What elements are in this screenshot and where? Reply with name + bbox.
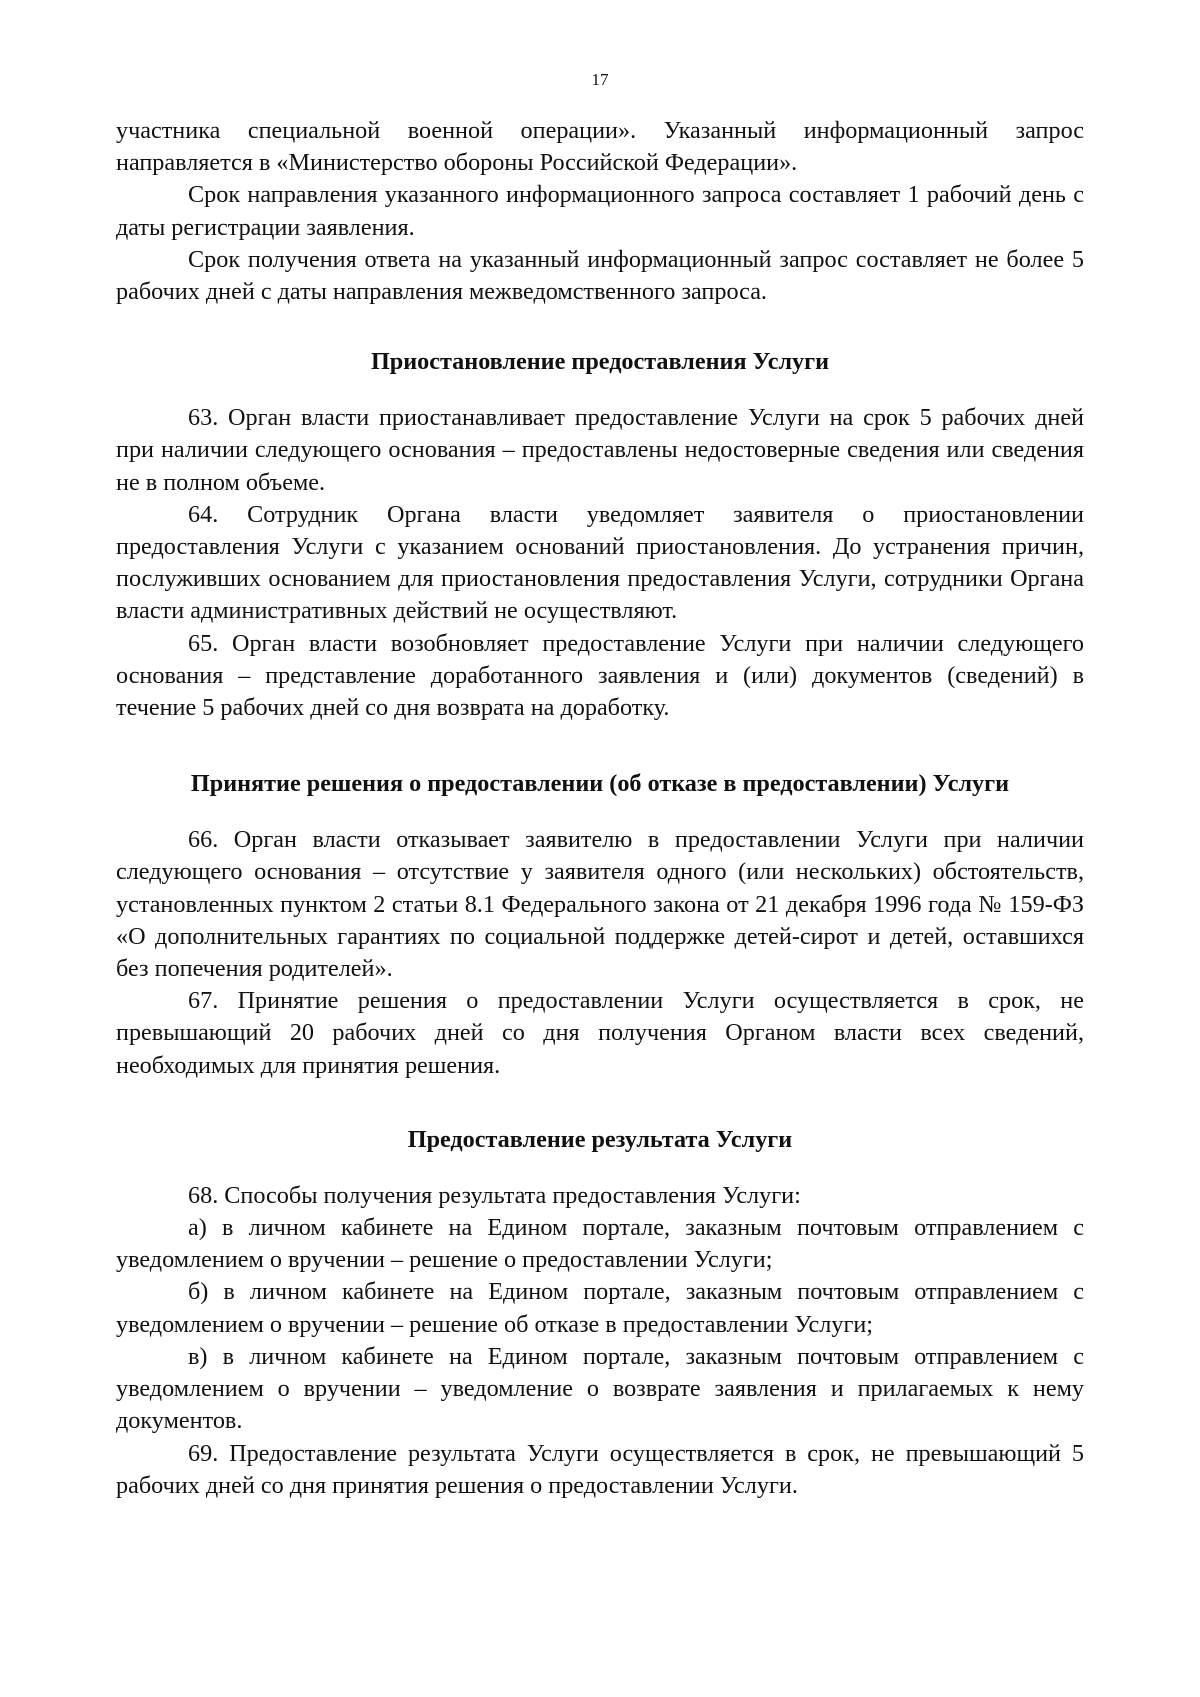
paragraph-65: 65. Орган власти возобновляет предоставление Услуги при наличии следующего основания – представление доработанного заявления и (или) документов (сведений) в течение 5 рабочих дней со дня возврата на доработку. <box>116 629 1084 722</box>
paragraph-67: 67. Принятие решения о предоставлении Услуги осуществляется в срок, не превышающий 20 рабочих дней со дня получения Органом власти всех сведений, необходимых для принятия решения. <box>116 987 1084 1079</box>
section-heading-result: Предоставление результата Услуги <box>407 1125 793 1153</box>
paragraph-info-request: участника специальной военной операции». Указанный информационный запрос направляется в «Министерство обороны Российской Федерации». <box>116 117 1084 177</box>
section-heading-decision: Принятие решения о предоставлении (об отказе в предоставлении) Услуги <box>190 770 1010 798</box>
section-heading-suspension: Приостановление предоставления Услуги <box>370 348 830 376</box>
paragraph-64: 64. Сотрудник Органа власти уведомляет заявителя о приостановлении предоставления Услуги с указанием оснований приостановления. До устранения причин, послуживших основанием для приостановления предоставления Услуги, сотрудники Органа власти административных действий не осуществляют. <box>116 500 1084 625</box>
page-number: 17 <box>591 70 609 89</box>
paragraph-63: 63. Орган власти приостанавливает предоставление Услуги на срок 5 рабочих дней при наличии следующего основания – предоставлены недостоверные сведения или сведения не в полном объеме. <box>116 404 1084 496</box>
paragraph-response-deadline: Срок получения ответа на указанный информационный запрос составляет не более 5 рабочих дней с даты направления межведомственного запроса. <box>116 245 1084 306</box>
document-body <box>116 115 1084 1502</box>
paragraph-68a: а) в личном кабинете на Едином портале, заказным почтовым отправлением с уведомлением о вручении – решение о предоставлении Услуги; <box>116 1214 1084 1274</box>
paragraph-68: 68. Способы получения результата предоставления Услуги: <box>188 1181 801 1209</box>
paragraph-68c: в) в личном кабинете на Едином портале, заказным почтовым отправлением с уведомлением о вручении – уведомление о возврате заявления и прилагаемых к нему документов. <box>116 1342 1084 1435</box>
paragraph-request-deadline: Срок направления указанного информационного запроса составляет 1 рабочий день с даты регистрации заявления. <box>116 181 1084 241</box>
paragraph-66: 66. Орган власти отказывает заявителю в предоставлении Услуги при наличии следующего основания – отсутствие у заявителя одного (или нескольких) обстоятельств, установленных пунктом 2 статьи 8.1 Федерального закона от 21 декабря 1996 года № 159-ФЗ «О дополнительных гарантиях по социальной поддержке детей-сирот и детей, оставшихся без попечения родителей». <box>116 826 1084 983</box>
paragraph-69: 69. Предоставление результата Услуги осуществляется в срок, не превышающий 5 рабочих дней со дня принятия решения о предоставлении Услуги. <box>116 1439 1084 1499</box>
paragraph-68b: б) в личном кабинете на Едином портале, заказным почтовым отправлением с уведомлением о вручении – решение об отказе в предоставлении Услуги; <box>116 1278 1084 1338</box>
